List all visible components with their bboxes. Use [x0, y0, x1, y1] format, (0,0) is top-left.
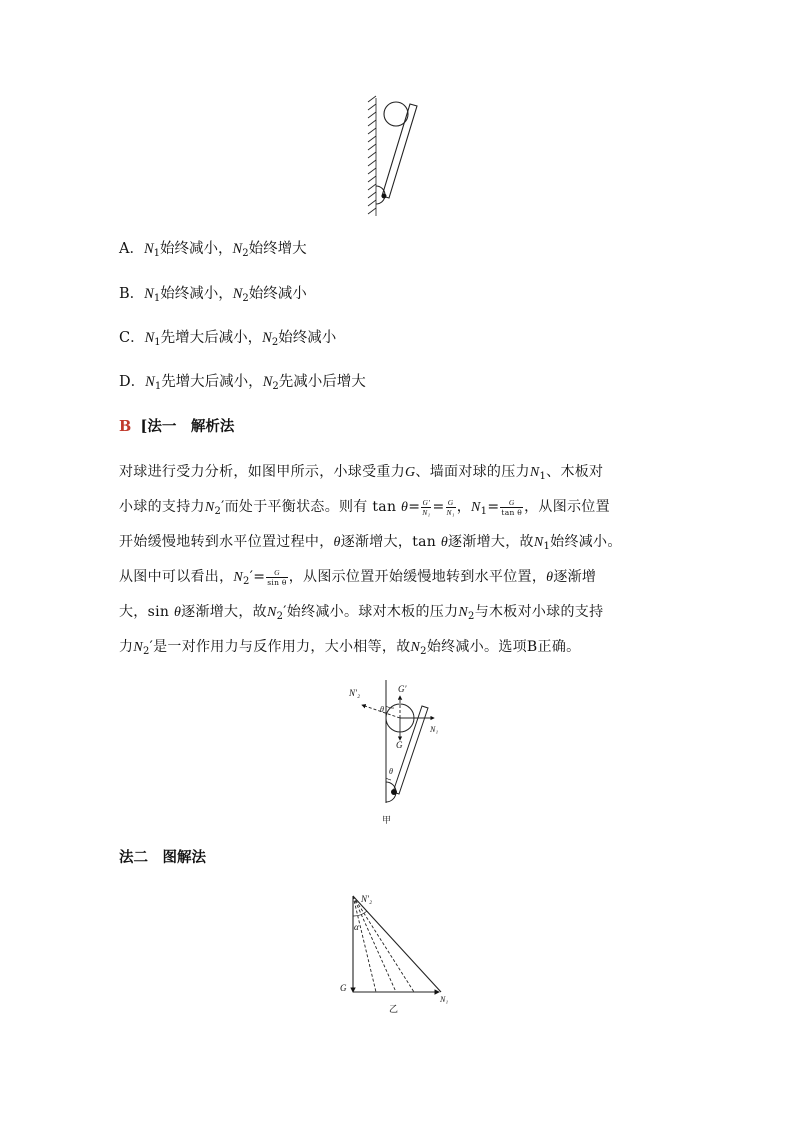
- label-n1: N₁: [430, 725, 439, 734]
- explanation-line-6: 力$N_2'$是一对作用力与反作用力，大小相等，故$N_2$始终减小。选项B正确。: [119, 639, 581, 657]
- caption-jia: 甲: [382, 815, 392, 825]
- option-a[interactable]: A．$N_1$始终减小，$N_2$始终增大: [119, 241, 307, 259]
- caption-yi: 乙: [389, 1004, 399, 1014]
- label-g-prime: G′: [398, 684, 407, 694]
- explanation-line-2: 小球的支持力$N_2'$而处于平衡状态。则有 tan θ= $\frac{G'}{\text{N₁}}$ = $\frac{G}{\text{N₁}}$ ，$N_1=$ $\frac{G}{\text{tan θ}}$ ，从图示位置: [119, 497, 610, 517]
- explanation-line-1: 对球进行受力分析，如图甲所示，小球受重力G、墙面对球的压力$N_1$、木板对: [119, 464, 604, 482]
- option-d[interactable]: D．$N_1$先增大后减小，$N_2$先减小后增大: [119, 374, 366, 392]
- label-g: G: [396, 740, 403, 750]
- explanation-line-4: 从图中可以看出，$N_2'=$ $\frac{G}{\text{sin θ}}$ ，从图示位置开始缓慢地转到水平位置，θ逐渐增: [119, 567, 597, 587]
- label-theta-bottom: θ: [389, 767, 393, 776]
- explanation-line-3: 开始缓慢地转到水平位置过程中，θ逐渐增大，tan θ逐渐增大，故$N_1$始终减小。: [119, 534, 622, 552]
- label-n2-prime: N′₂: [361, 894, 373, 904]
- label-n2-prime: N′₂: [349, 688, 361, 698]
- method2-title: 法二 图解法: [119, 849, 206, 866]
- method1-title: [法一 解析法: [140, 418, 235, 435]
- option-c[interactable]: C．$N_1$先增大后减小，$N_2$始终减小: [119, 330, 337, 348]
- figure-yi-force-triangle: [336, 888, 466, 1018]
- label-g: G: [340, 983, 347, 993]
- answer-letter: B: [119, 418, 132, 435]
- fraction-g-over-sin: $\frac{G}{\text{sin θ}}$: [267, 567, 287, 587]
- board: [382, 104, 417, 198]
- fraction-g-over-n1: $\frac{G}{\text{N₁}}$: [446, 497, 455, 517]
- label-theta-top: θ: [380, 705, 384, 714]
- figure-ball-wall-board: [362, 92, 432, 220]
- figure-jia-force-diagram: [344, 678, 454, 828]
- label-n1: N₁: [440, 995, 449, 1004]
- fraction-g-over-tan: $\frac{G}{\text{tan θ}}$: [501, 497, 523, 517]
- explanation-line-5: 大，sin θ逐渐增大，故$N_2'$始终减小。球对木板的压力$N_2$与木板对小球的支持: [119, 604, 604, 622]
- option-b[interactable]: B．$N_1$始终减小，$N_2$始终减小: [119, 286, 307, 304]
- fraction-g-prime-over-n1: $\frac{G'}{\text{N₁}}$: [422, 497, 431, 517]
- answer-line: [119, 417, 234, 437]
- explanation: [119, 455, 679, 665]
- label-alpha: α: [354, 922, 359, 932]
